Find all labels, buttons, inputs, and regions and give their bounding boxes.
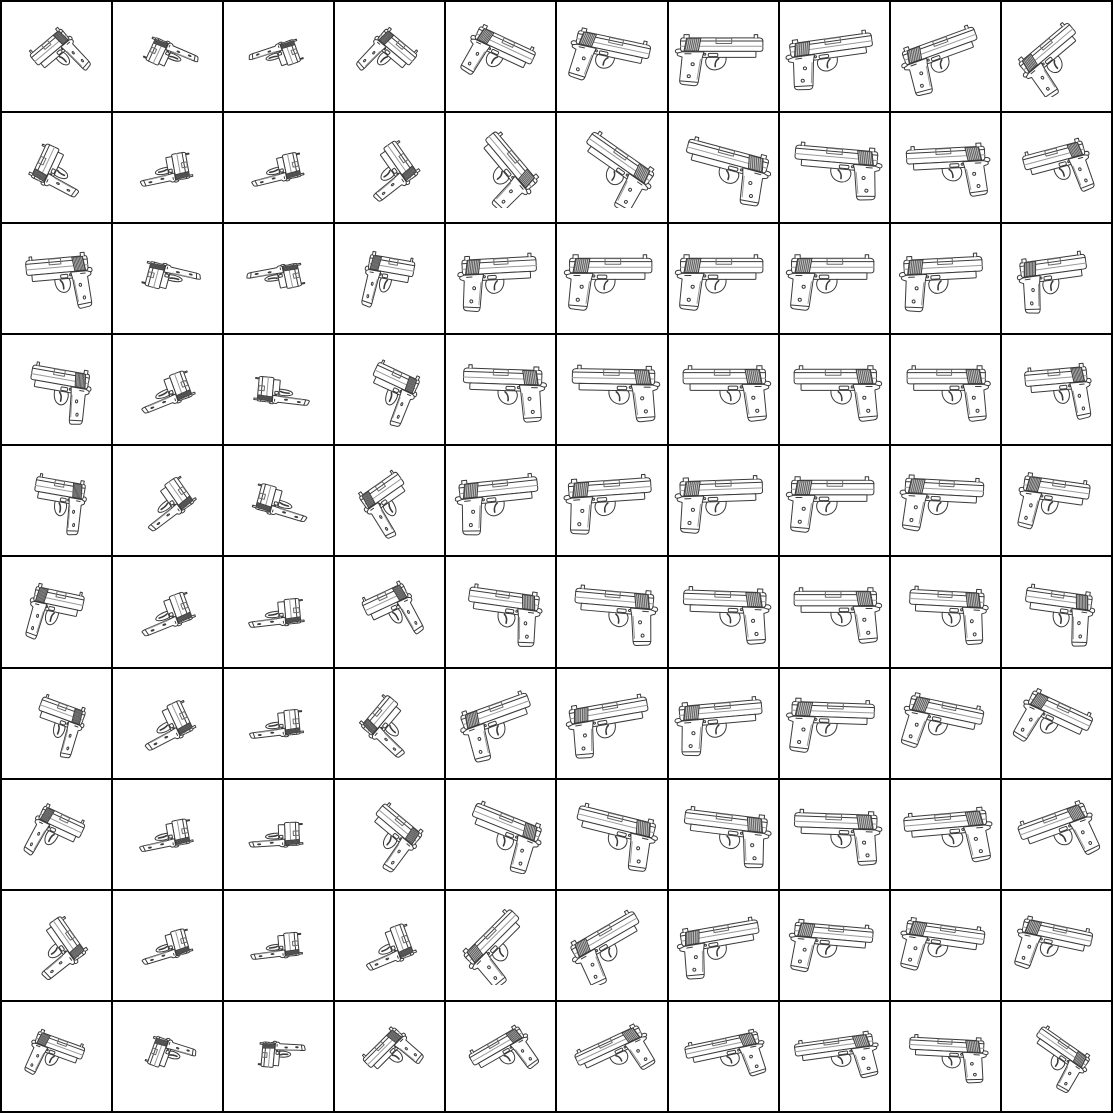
render-cell-r1c1	[1, 1, 112, 112]
pistol-render	[449, 683, 553, 763]
render-cell-r1c8	[779, 1, 890, 112]
render-cell-r9c9	[890, 890, 1001, 1001]
render-cell-r5c2	[112, 445, 223, 556]
pistol-render	[338, 572, 442, 652]
pistol-render	[5, 572, 109, 652]
render-cell-r9c4	[334, 890, 445, 1001]
pistol-render	[5, 683, 109, 763]
render-cell-r9c10	[1001, 890, 1112, 1001]
pistol-render	[560, 683, 664, 763]
render-cell-r10c5	[445, 1001, 556, 1112]
render-cell-r4c8	[779, 334, 890, 445]
pistol-render	[782, 572, 886, 652]
pistol-render	[338, 683, 442, 763]
pistol-render	[227, 572, 331, 652]
render-cell-r6c10	[1001, 556, 1112, 667]
pistol-render	[449, 350, 553, 430]
pistol-render	[782, 461, 886, 541]
pistol-render	[782, 905, 886, 985]
render-cell-r2c2	[112, 112, 223, 223]
render-cell-r1c2	[112, 1, 223, 112]
render-cell-r10c8	[779, 1001, 890, 1112]
pistol-render	[338, 1016, 442, 1096]
render-cell-r9c2	[112, 890, 223, 1001]
render-cell-r1c4	[334, 1, 445, 112]
pistol-render	[338, 17, 442, 97]
pistol-render	[227, 1016, 331, 1096]
pistol-render	[782, 350, 886, 430]
pistol-render	[338, 461, 442, 541]
render-cell-r6c6	[556, 556, 667, 667]
pistol-render	[116, 905, 220, 985]
pistol-render	[782, 17, 886, 97]
pistol-render	[782, 128, 886, 208]
render-cell-r7c6	[556, 668, 667, 779]
render-cell-r5c4	[334, 445, 445, 556]
pistol-render	[338, 905, 442, 985]
pistol-render	[338, 350, 442, 430]
pistol-render	[1004, 461, 1108, 541]
pistol-render	[782, 794, 886, 874]
pistol-render	[782, 683, 886, 763]
render-cell-r8c7	[668, 779, 779, 890]
pistol-render	[227, 461, 331, 541]
pistol-render	[116, 683, 220, 763]
pistol-render	[671, 128, 775, 208]
pistol-render	[1004, 239, 1108, 319]
pistol-render	[560, 350, 664, 430]
render-cell-r1c9	[890, 1, 1001, 112]
render-cell-r10c3	[223, 1001, 334, 1112]
pistol-render	[5, 794, 109, 874]
render-cell-r3c8	[779, 223, 890, 334]
pistol-render	[227, 794, 331, 874]
pistol-render	[116, 128, 220, 208]
pistol-render	[116, 794, 220, 874]
pistol-render	[116, 461, 220, 541]
pistol-render	[671, 572, 775, 652]
render-cell-r10c4	[334, 1001, 445, 1112]
render-cell-r6c9	[890, 556, 1001, 667]
render-cell-r3c1	[1, 223, 112, 334]
pistol-render	[5, 905, 109, 985]
render-cell-r6c4	[334, 556, 445, 667]
render-cell-r9c3	[223, 890, 334, 1001]
render-cell-r8c10	[1001, 779, 1112, 890]
pistol-render	[782, 239, 886, 319]
render-cell-r10c2	[112, 1001, 223, 1112]
pistol-render	[893, 794, 997, 874]
pistol-render	[560, 794, 664, 874]
render-cell-r2c9	[890, 112, 1001, 223]
pistol-render	[116, 239, 220, 319]
pistol-render	[671, 905, 775, 985]
pistol-render	[671, 461, 775, 541]
pistol-render	[671, 794, 775, 874]
pistol-render	[1004, 683, 1108, 763]
pistol-render	[893, 350, 997, 430]
render-cell-r1c5	[445, 1, 556, 112]
render-cell-r1c10	[1001, 1, 1112, 112]
render-cell-r10c6	[556, 1001, 667, 1112]
pistol-render	[116, 1016, 220, 1096]
render-cell-r8c9	[890, 779, 1001, 890]
render-cell-r2c7	[668, 112, 779, 223]
pistol-render	[227, 905, 331, 985]
render-cell-r1c7	[668, 1, 779, 112]
render-cell-r4c9	[890, 334, 1001, 445]
render-cell-r9c5	[445, 890, 556, 1001]
pistol-render	[893, 905, 997, 985]
render-cell-r5c3	[223, 445, 334, 556]
render-cell-r4c6	[556, 334, 667, 445]
render-cell-r3c10	[1001, 223, 1112, 334]
pistol-render	[893, 1016, 997, 1096]
pistol-render	[227, 350, 331, 430]
render-cell-r7c5	[445, 668, 556, 779]
render-cell-r5c9	[890, 445, 1001, 556]
render-cell-r5c8	[779, 445, 890, 556]
render-cell-r5c5	[445, 445, 556, 556]
pistol-render	[560, 572, 664, 652]
pistol-render	[671, 239, 775, 319]
pistol-render	[671, 683, 775, 763]
render-cell-r2c5	[445, 112, 556, 223]
render-cell-r8c2	[112, 779, 223, 890]
render-cell-r9c6	[556, 890, 667, 1001]
render-cell-r2c3	[223, 112, 334, 223]
render-cell-r7c7	[668, 668, 779, 779]
pistol-render	[116, 350, 220, 430]
pistol-render	[449, 905, 553, 985]
render-cell-r4c10	[1001, 334, 1112, 445]
pistol-render	[560, 1016, 664, 1096]
render-cell-r6c3	[223, 556, 334, 667]
render-cell-r5c7	[668, 445, 779, 556]
render-cell-r8c4	[334, 779, 445, 890]
pistol-render	[560, 239, 664, 319]
render-cell-r9c8	[779, 890, 890, 1001]
pistol-render	[338, 239, 442, 319]
pistol-render	[560, 905, 664, 985]
render-cell-r9c7	[668, 890, 779, 1001]
pistol-render	[449, 572, 553, 652]
pistol-render	[671, 17, 775, 97]
render-cell-r5c6	[556, 445, 667, 556]
pistol-render	[893, 239, 997, 319]
render-cell-r4c1	[1, 334, 112, 445]
render-cell-r3c2	[112, 223, 223, 334]
pistol-render	[1004, 794, 1108, 874]
pistol-render	[560, 461, 664, 541]
render-cell-r7c4	[334, 668, 445, 779]
pistol-render	[560, 128, 664, 208]
render-cell-r7c9	[890, 668, 1001, 779]
pistol-render	[116, 17, 220, 97]
render-cell-r7c10	[1001, 668, 1112, 779]
render-cell-r3c4	[334, 223, 445, 334]
pistol-render	[671, 1016, 775, 1096]
pistol-render	[449, 17, 553, 97]
pistol-render	[1004, 572, 1108, 652]
render-cell-r3c9	[890, 223, 1001, 334]
render-cell-r7c1	[1, 668, 112, 779]
pistol-render	[449, 794, 553, 874]
render-cell-r7c3	[223, 668, 334, 779]
pistol-render	[449, 461, 553, 541]
pistol-render	[449, 128, 553, 208]
pistol-render	[5, 128, 109, 208]
pistol-render	[338, 794, 442, 874]
render-cell-r6c7	[668, 556, 779, 667]
render-cell-r1c6	[556, 1, 667, 112]
render-cell-r9c1	[1, 890, 112, 1001]
render-cell-r3c3	[223, 223, 334, 334]
pistol-render	[449, 239, 553, 319]
render-cell-r4c7	[668, 334, 779, 445]
pistol-render	[227, 17, 331, 97]
render-cell-r6c1	[1, 556, 112, 667]
render-cell-r4c2	[112, 334, 223, 445]
pistol-render	[116, 572, 220, 652]
pistol-render	[449, 1016, 553, 1096]
pistol-render	[5, 1016, 109, 1096]
pistol-render	[1004, 128, 1108, 208]
pistol-render	[227, 128, 331, 208]
render-cell-r10c9	[890, 1001, 1001, 1112]
render-cell-r8c5	[445, 779, 556, 890]
pistol-render	[1004, 1016, 1108, 1096]
render-cell-r5c10	[1001, 445, 1112, 556]
render-cell-r5c1	[1, 445, 112, 556]
render-cell-r2c1	[1, 112, 112, 223]
render-cell-r3c6	[556, 223, 667, 334]
pistol-render	[227, 683, 331, 763]
render-cell-r7c8	[779, 668, 890, 779]
render-cell-r3c5	[445, 223, 556, 334]
render-cell-r7c2	[112, 668, 223, 779]
render-cell-r2c8	[779, 112, 890, 223]
pistol-render	[560, 17, 664, 97]
render-cell-r8c3	[223, 779, 334, 890]
pistol-render	[893, 128, 997, 208]
render-cell-r3c7	[668, 223, 779, 334]
render-cell-r4c5	[445, 334, 556, 445]
render-cell-r6c2	[112, 556, 223, 667]
render-cell-r2c4	[334, 112, 445, 223]
render-cell-r6c8	[779, 556, 890, 667]
pistol-render	[5, 239, 109, 319]
pistol-render	[5, 350, 109, 430]
render-cell-r10c1	[1, 1001, 112, 1112]
render-cell-r1c3	[223, 1, 334, 112]
pistol-render	[893, 572, 997, 652]
pistol-render	[671, 350, 775, 430]
render-cell-r8c8	[779, 779, 890, 890]
render-cell-r10c7	[668, 1001, 779, 1112]
render-cell-r2c6	[556, 112, 667, 223]
pistol-render	[1004, 905, 1108, 985]
pistol-render	[893, 17, 997, 97]
render-cell-r8c6	[556, 779, 667, 890]
pistol-render	[338, 128, 442, 208]
render-cell-r4c4	[334, 334, 445, 445]
pistol-render	[893, 683, 997, 763]
pistol-render	[782, 1016, 886, 1096]
pistol-render	[227, 239, 331, 319]
render-cell-r4c3	[223, 334, 334, 445]
render-cell-r6c5	[445, 556, 556, 667]
pistol-render	[893, 461, 997, 541]
pistol-render	[1004, 350, 1108, 430]
render-cell-r8c1	[1, 779, 112, 890]
render-cell-r10c10	[1001, 1001, 1112, 1112]
pistol-render	[5, 461, 109, 541]
pistol-render	[5, 17, 109, 97]
pistol-render	[1004, 17, 1108, 97]
render-cell-r2c10	[1001, 112, 1112, 223]
